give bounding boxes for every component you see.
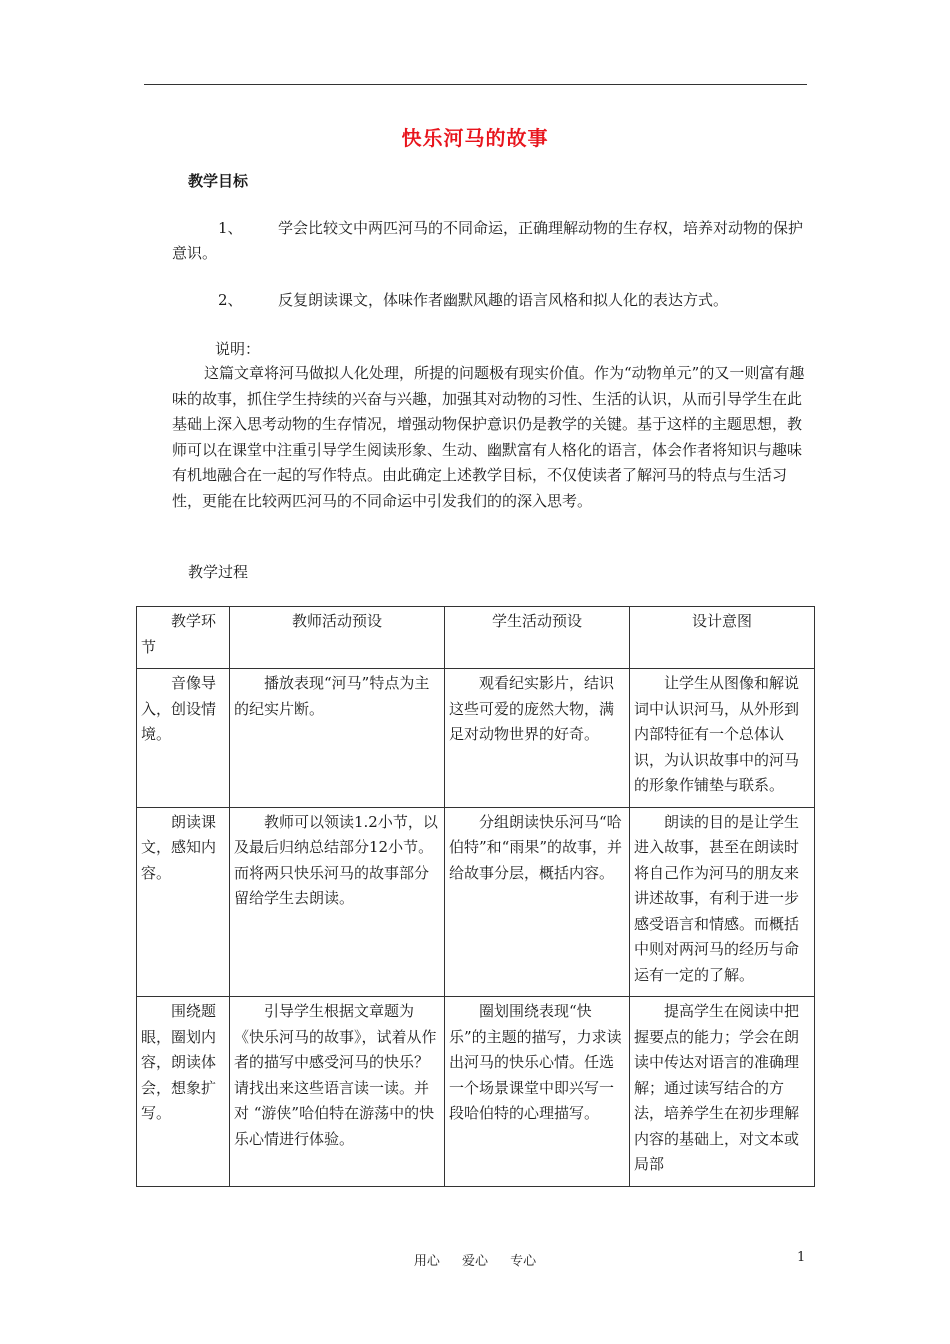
page-title: 快乐河马的故事 — [401, 126, 549, 150]
cell-intent: 提高学生在阅读中把握要点的能力；学会在朗读中传达对语言的准确理解；通过读写结合的方法，培养学生在初步理解内容的基础上，对文本或局部 — [630, 997, 815, 1187]
cell-stage: 音像导入，创设情境。 — [137, 669, 230, 808]
header-intent: 设计意图 — [630, 607, 815, 669]
objective-item-1 — [172, 216, 812, 266]
note-label: 说明： — [215, 340, 261, 358]
header-stage: 教学环节 — [137, 607, 230, 669]
cell-student: 分组朗读快乐河马“哈伯特”和“雨果”的故事，并给故事分层，概括内容。 — [445, 807, 630, 997]
objective-text: 反复朗读课文，体味作者幽默风趣的语言风格和拟人化的表达方式。 — [278, 291, 729, 309]
footer-motto: 用心 爱心 专心 — [413, 1254, 537, 1269]
header-student: 学生活动预设 — [445, 607, 630, 669]
objective-item-2 — [172, 288, 812, 313]
note-body: 这篇文章将河马做拟人化处理，所提的问题极有现实价值。作为“动物单元”的又一则富有趣味的故事，抓住学生持续的兴奋与兴趣，加强其对动物的习性、生活的认识，从而引导学生在此基础上深入思考动物的生存情况，增强动物保护意识仍是教学的关键。基于这样的主题思想，教师可以在课堂中注重引导学生阅读形象、生动、幽默富有人格化的语言，体会作者将知识与趣味有机地融合在一起的写作特点。由此确定上述教学目标，不仅使读者了解河马的特点与生活习性，更能在比较两匹河马的不同命运中引发我们的的深入思考。 — [172, 364, 805, 510]
process-heading: 教学过程 — [188, 563, 249, 581]
objective-number: 1、 — [218, 219, 243, 237]
cell-intent: 朗读的目的是让学生进入故事，甚至在朗读时将自己作为河马的朋友来讲述故事，有利于进一步感受语言和情感。而概括中则对两河马的经历与命运有一定的了解。 — [630, 807, 815, 997]
header-rule — [144, 84, 807, 85]
header-teacher: 教师活动预设 — [230, 607, 445, 669]
table-row — [137, 669, 815, 808]
lesson-plan-table — [136, 606, 815, 1187]
cell-student: 观看纪实影片，结识这些可爱的庞然大物，满足对动物世界的好奇。 — [445, 669, 630, 808]
cell-stage: 围绕题眼，圈划内容，朗读体会，想象扩写。 — [137, 997, 230, 1187]
cell-teacher: 教师可以领读1.2小节，以及最后归纳总结部分12小节。而将两只快乐河马的故事部分留给学生去朗读。 — [230, 807, 445, 997]
cell-student: 圈划围绕表现“快乐”的主题的描写，力求读出河马的快乐心情。任选一个场景课堂中即兴写一段哈伯特的心理描写。 — [445, 997, 630, 1187]
cell-teacher: 播放表现“河马”特点为主的纪实片断。 — [230, 669, 445, 808]
table-header-row — [137, 607, 815, 669]
table-row — [137, 807, 815, 997]
objective-number: 2、 — [218, 291, 243, 309]
objective-text: 学会比较文中两匹河马的不同命运，正确理解动物的生存权，培养对动物的保护意识。 — [172, 219, 804, 262]
cell-teacher: 引导学生根据文章题为《快乐河马的故事》，试着从作者的描写中感受河马的快乐？请找出来这些语言读一读。并对 “游侠”哈伯特在游荡中的快乐心情进行体验。 — [230, 997, 445, 1187]
cell-stage: 朗读课文，感知内容。 — [137, 807, 230, 997]
objectives-heading: 教学目标 — [188, 172, 249, 190]
table-row — [137, 997, 815, 1187]
page-number: 1 — [797, 1250, 806, 1265]
cell-intent: 让学生从图像和解说词中认识河马，从外形到内部特征有一个总体认识，为认识故事中的河马的形象作铺垫与联系。 — [630, 669, 815, 808]
